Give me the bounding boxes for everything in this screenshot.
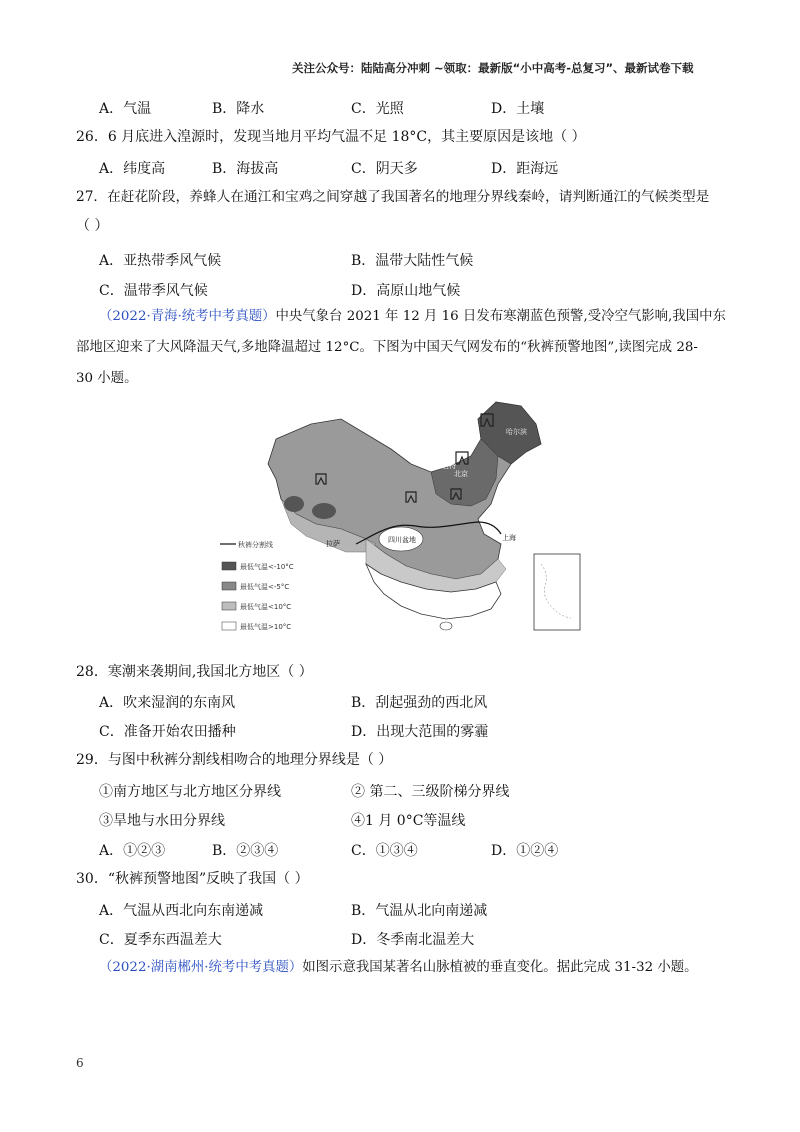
q28-option-d: D．出现大范围的雾霾 (351, 724, 489, 740)
q29-stem: 29．与图中秋裤分割线相吻合的地理分界线是（ ） (76, 752, 393, 768)
q29-option-c: C．①③④ (351, 843, 418, 859)
china-cold-wave-map (216, 394, 586, 644)
map-label-shanghai: 上海 (502, 534, 516, 542)
q26-option-b: B．海拔高 (212, 161, 279, 177)
map-label-harbin: 哈尔滨 (506, 428, 527, 436)
map-label-sichuan: 四川盆地 (388, 536, 416, 544)
q26-option-d: D．距海远 (491, 161, 559, 177)
legend-lt-minus5: 最低气温<-5°C (240, 583, 290, 591)
legend-lt-10: 最低气温<10°C (240, 603, 292, 611)
q27-option-d: D．高原山地气候 (351, 283, 461, 299)
legend-division: 秋裤分割线 (238, 541, 273, 549)
intro2-line (99, 959, 698, 977)
q30-option-d: D．冬季南北温差大 (351, 932, 475, 948)
q29-option-d: D．①②④ (491, 843, 559, 859)
intro2-source: （2022·湖南郴州·统考中考真题） (99, 960, 303, 975)
q26-stem: 26．6 月底进入湟源时，发现当地月平均气温不足 18°C，其主要原因是该地（ ） (76, 129, 586, 145)
q28-stem: 28．寒潮来袭期间,我国北方地区（ ） (76, 664, 313, 680)
intro1-line3: 30 小题。 (76, 371, 138, 386)
q27-stem-bracket: （ ） (76, 218, 109, 234)
map-label-lhasa: 拉萨 (326, 540, 340, 548)
q28-option-a: A．吹来湿润的东南风 (99, 695, 236, 711)
q29-item-1: ①南方地区与北方地区分界线 (99, 784, 281, 800)
q29-option-a: A．①②③ (99, 843, 166, 859)
q27-option-a: A．亚热带季风气候 (99, 253, 222, 269)
q30-option-c: C．夏季东西温差大 (99, 932, 222, 948)
q25-option-a: A．气温 (99, 101, 152, 117)
q25-option-c: C．光照 (351, 101, 404, 117)
map-label-beijing: 北京 (454, 470, 468, 478)
q30-option-a: A．气温从西北向东南递减 (99, 903, 264, 919)
q29-item-3: ③旱地与水田分界线 (99, 813, 225, 829)
q25-option-d: D．土壤 (491, 101, 545, 117)
legend-lt-minus10: 最低气温<-10°C (240, 563, 294, 571)
q28-option-b: B．刮起强劲的西北风 (351, 695, 488, 711)
q29-item-2: ② 第二、三级阶梯分界线 (351, 784, 510, 800)
q30-option-b: B．气温从北向南递减 (351, 903, 488, 919)
intro1-line2: 部地区迎来了大风降温天气,多地降温超过 12°C。下图为中国天气网发布的“秋裤预警地图”,读图完成 28- (76, 340, 698, 355)
q28-option-c: C．准备开始农田播种 (99, 724, 236, 740)
map-label-hohhot: 呼和浩特 (428, 462, 456, 470)
q29-option-b: B．②③④ (212, 843, 279, 859)
page-number: 6 (76, 1056, 84, 1070)
q26-option-c: C．阴天多 (351, 161, 418, 177)
q30-stem: 30．“秋裤预警地图”反映了我国（ ） (76, 871, 309, 887)
q27-stem: 27．在赶花阶段，养蜂人在通江和宝鸡之间穿越了我国著名的地理分界线秦岭，请判断通江的气候类型是 (76, 189, 710, 205)
intro1-text1: 中央气象台 2021 年 12 月 16 日发布寒潮蓝色预警,受冷空气影响,我国中东 (275, 309, 726, 324)
legend-gt-10: 最低气温>10°C (240, 623, 292, 631)
q27-option-b: B．温带大陆性气候 (351, 253, 474, 269)
q25-option-b: B．降水 (212, 101, 265, 117)
q27-option-c: C．温带季风气候 (99, 283, 208, 299)
intro1-line1 (99, 308, 726, 326)
q29-item-4: ④1 月 0°C等温线 (351, 813, 466, 829)
page-header: 关注公众号：陆陆高分冲刺 ~领取：最新版“小中高考-总复习”、最新试卷下载 (292, 61, 694, 75)
q26-option-a: A．纬度高 (99, 161, 166, 177)
intro2-text: 如图示意我国某著名山脉植被的垂直变化。据此完成 31-32 小题。 (302, 960, 698, 975)
intro1-source: （2022·青海·统考中考真题） (99, 309, 276, 324)
map-inset-box (534, 554, 580, 630)
